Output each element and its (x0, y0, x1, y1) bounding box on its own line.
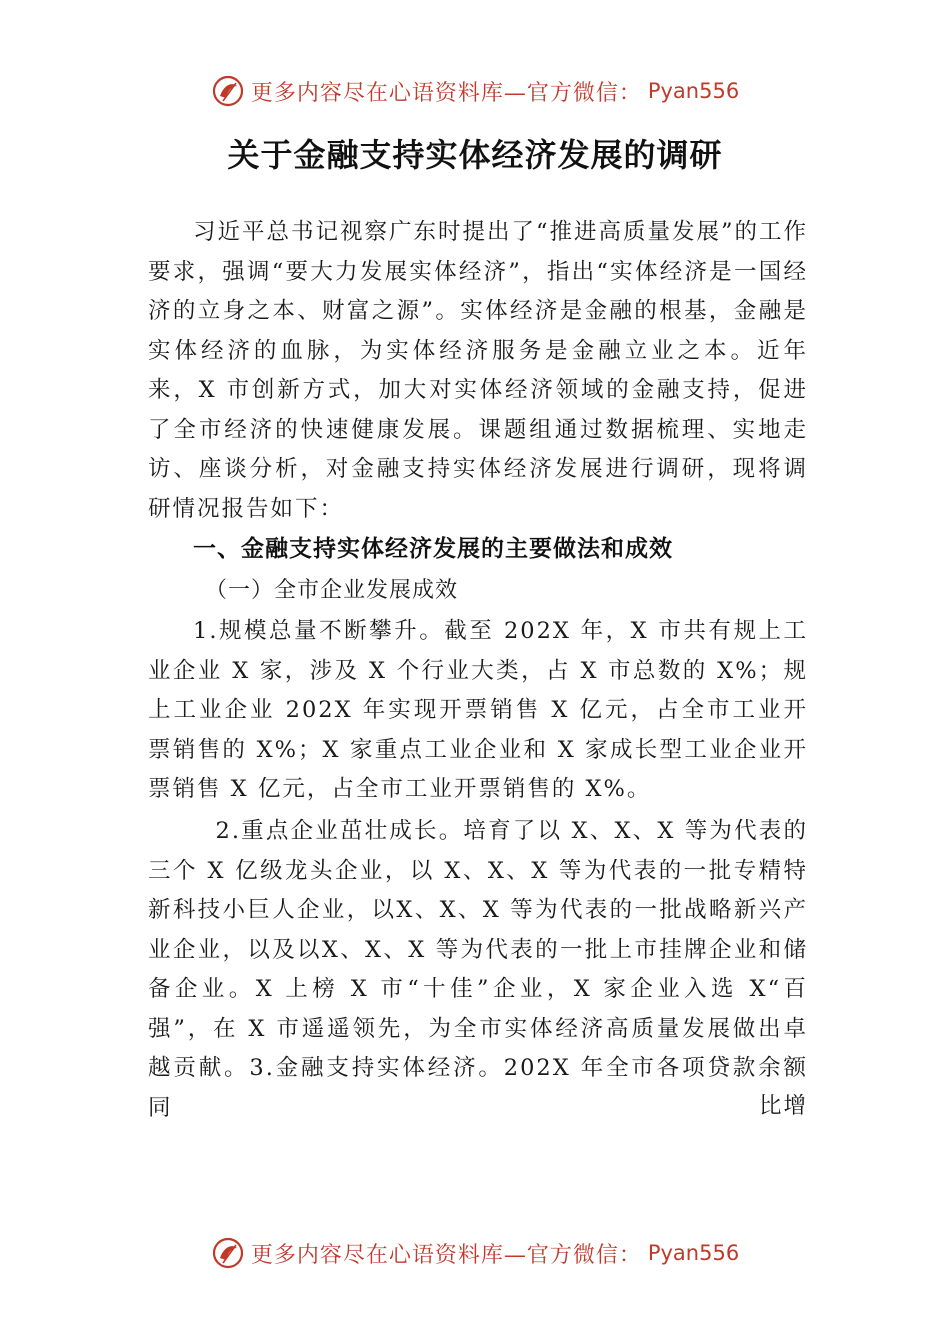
watermark-footer (0, 1236, 950, 1270)
brand-logo-icon (211, 1236, 245, 1270)
watermark-text: 更多内容尽在心语资料库—官方微信： (250, 80, 642, 106)
paragraph-tail: 比增 (758, 1093, 808, 1119)
intro-paragraph: 习近平总书记视察广东时提出了“推进高质量发展”的工作要求，强调“要大力发展实体经济”，指出“实体经济是一国经济的立身之本、财富之源”。实体经济是金融的根基，金融是实体经济的血脉，为实体经济服务是金融立业之本。近年来，X 市创新方式，加大对实体经济领域的金融支持，促进了全市经济的快速健康发展。课题组通过数据梳理、实地走访、座谈分析，对金融支持实体经济发展进行调研，现将调研情况报告如下： (148, 219, 809, 522)
watermark-wechat-id: Pyan556 (647, 1241, 740, 1265)
brand-logo-icon (211, 74, 245, 108)
section-heading: 一、金融支持实体经济发展的主要做法和成效 (193, 536, 673, 562)
paragraph-key-enterprises: 2.重点企业茁壮成长。培育了以 X、X、X 等为代表的三个 X 亿级龙头企业，以 X、X、X 等为代表的一批专精特新科技小巨人企业，以X、X、X 等为代表的一批战略新兴产业企业，以及以X、X、X 等为代表的一批上市挂牌企业和储备企业。X 上榜 X 市“十佳”企业，X 家企业入选 X“百强”，在 X 市遥遥领先，为全市实体经济高质量发展做出卓越贡献。3.金融支持实体经济。202X 年全市各项贷款余额同 (148, 818, 808, 1121)
document-title: 关于金融支持实体经济发展的调研 (227, 136, 723, 174)
watermark-text: 更多内容尽在心语资料库—官方微信： (250, 1242, 642, 1268)
watermark-wechat-id: Pyan556 (647, 79, 740, 103)
subsection-heading: （一）全市企业发展成效 (205, 578, 459, 603)
watermark-header (0, 74, 950, 108)
paragraph-scale-growth: 1.规模总量不断攀升。截至 202X 年，X 市共有规上工业企业 X 家，涉及 X 个行业大类，占 X 市总数的 X%；规上工业企业 202X 年实现开票销售 X 亿元，占全市工业开票销售的 X%；X 家重点工业企业和 X 家成长型工业企业开票销售 X 亿元，占全市工业开票销售的 X%。 (148, 618, 808, 802)
